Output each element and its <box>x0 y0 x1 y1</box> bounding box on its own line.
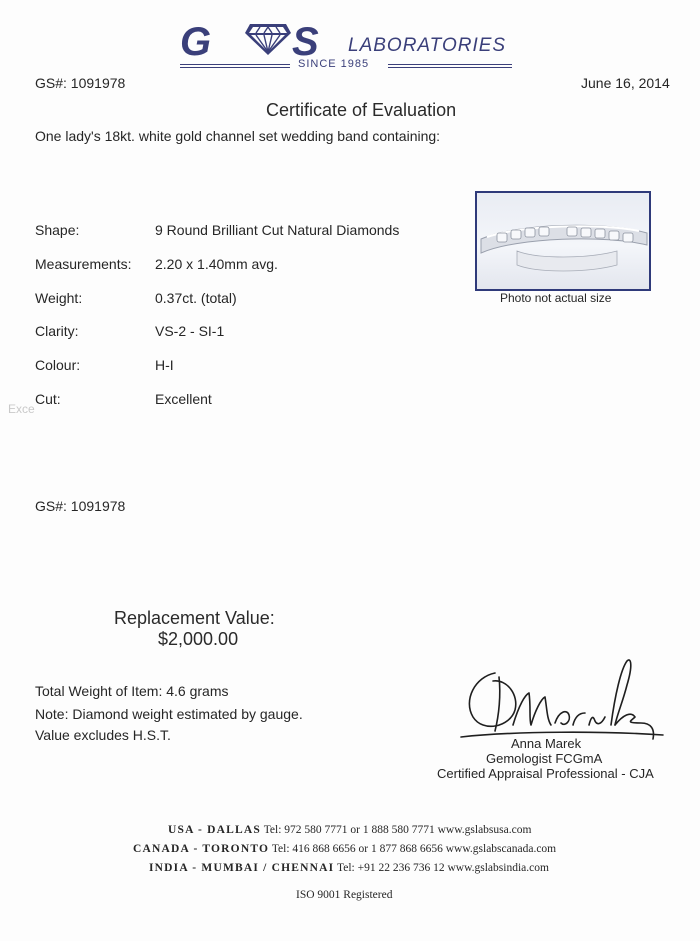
footer-location-india: INDIA - MUMBAI / CHENNAI <box>149 862 335 874</box>
note-diamond-weight: Note: Diamond weight estimated by gauge. <box>35 706 303 722</box>
spec-value-weight: 0.37ct. (total) <box>155 290 237 306</box>
spec-label-measurements: Measurements: <box>35 256 132 272</box>
item-description: One lady's 18kt. white gold channel set wedding band containing: <box>35 128 441 144</box>
signer-name: Anna Marek <box>511 736 582 751</box>
spec-label-shape: Shape: <box>35 222 80 238</box>
spec-label-weight: Weight: <box>35 290 83 306</box>
spec-label-cut: Cut: <box>35 391 61 407</box>
footer-line-india <box>149 862 549 874</box>
iso-registration: ISO 9001 Registered <box>296 889 393 901</box>
certificate-date: June 16, 2014 <box>581 75 670 91</box>
logo-rule <box>388 67 512 68</box>
gs-laboratories-logo <box>180 18 520 74</box>
spec-value-cut: Excellent <box>155 391 212 407</box>
note-total-weight: Total Weight of Item: 4.6 grams <box>35 683 229 699</box>
footer-contact-india: Tel: +91 22 236 736 12 www.gslabsindia.com <box>337 862 549 874</box>
logo-rule <box>180 64 290 65</box>
logo-laboratories: LABORATORIES <box>348 35 507 56</box>
signer-credential: Certified Appraisal Professional - CJA <box>437 766 654 781</box>
signer-title: Gemologist FCGmA <box>486 751 603 766</box>
logo-rule <box>388 64 512 65</box>
ring-illustration <box>477 193 649 289</box>
certificate-title: Certificate of Evaluation <box>266 100 457 120</box>
replacement-value-label: Replacement Value: <box>114 608 275 628</box>
spec-value-clarity: VS-2 - SI-1 <box>155 323 225 339</box>
spec-label-colour: Colour: <box>35 357 81 373</box>
photo-caption: Photo not actual size <box>500 291 612 305</box>
logo-since: SINCE 1985 <box>298 58 370 70</box>
ring-photo <box>475 191 651 291</box>
spec-value-colour: H-I <box>155 357 174 373</box>
logo-rule <box>180 67 290 68</box>
footer-contact-canada: Tel: 416 868 6656 or 1 877 868 6656 www.gslabscanada.com <box>271 843 557 855</box>
replacement-value-amount: $2,000.00 <box>158 629 239 649</box>
spec-label-clarity: Clarity: <box>35 323 79 339</box>
gs-number: GS#: 1091978 <box>35 75 126 91</box>
gs-number-repeat: GS#: 1091978 <box>35 498 126 514</box>
ghost-text: Exce <box>8 402 35 416</box>
footer-contact-usa: Tel: 972 580 7771 or 1 888 580 7771 www.gslabsusa.com <box>263 824 532 836</box>
diamond-icon <box>244 22 292 56</box>
spec-value-shape: 9 Round Brilliant Cut Natural Diamonds <box>155 222 400 238</box>
logo-letter-g: G <box>180 20 213 64</box>
spec-value-measurements: 2.20 x 1.40mm avg. <box>155 256 278 272</box>
footer-location-canada: CANADA - TORONTO <box>133 843 270 855</box>
footer-location-usa: USA - DALLAS <box>168 824 262 836</box>
note-hst: Value excludes H.S.T. <box>35 727 171 743</box>
logo-letter-s: S <box>292 20 320 64</box>
footer-line-usa <box>168 824 531 836</box>
footer-line-canada <box>133 843 556 855</box>
